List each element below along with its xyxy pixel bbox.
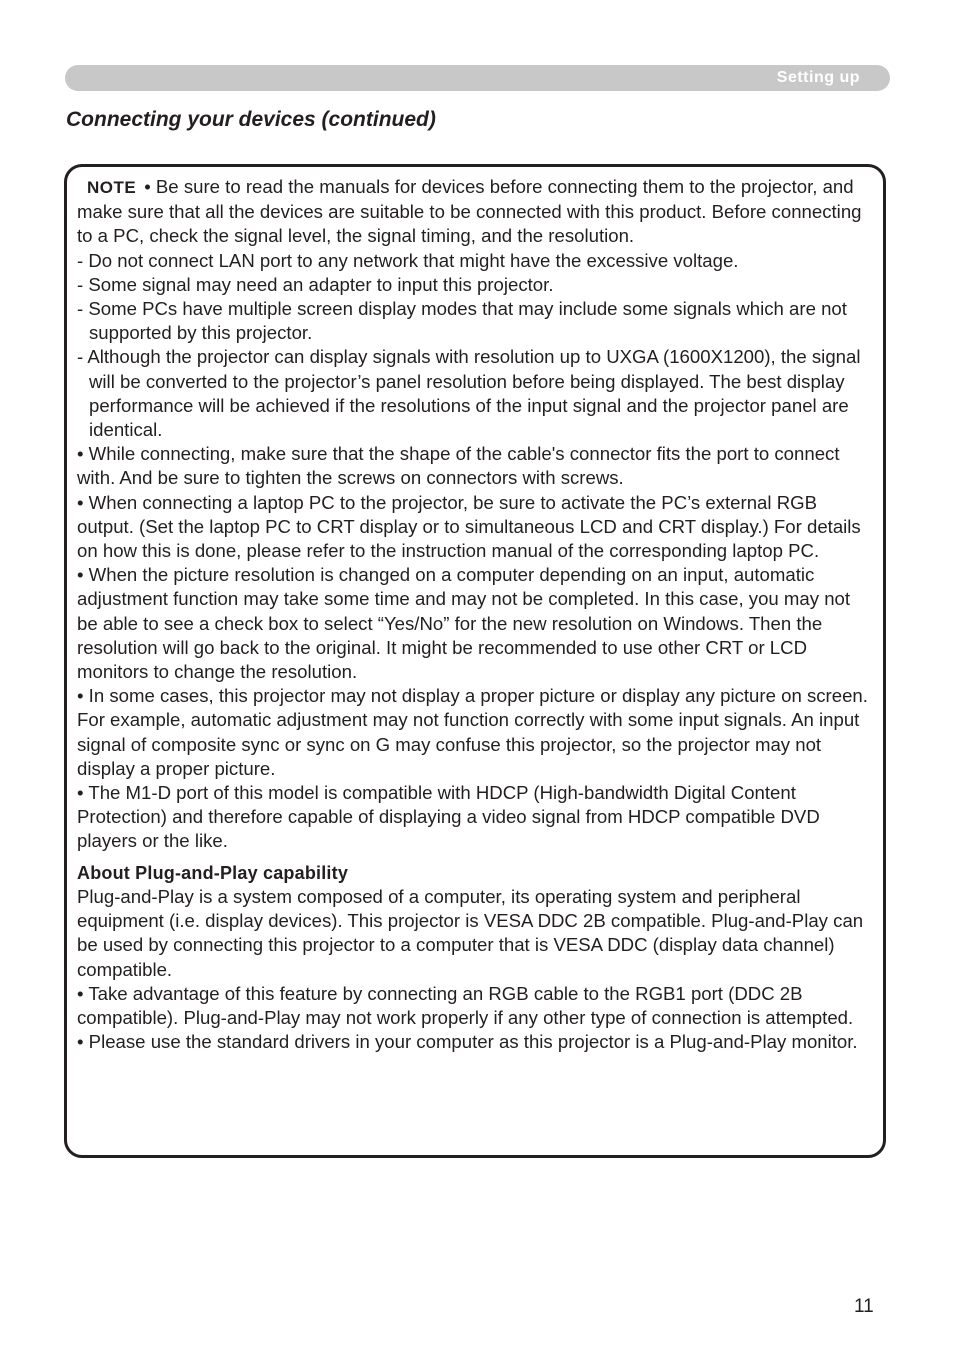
note-paragraph: • When connecting a laptop PC to the projector, be sure to activate the PC’s external RGB output. (Set the laptop PC to CRT display or to simultaneous LCD and CRT display.) For details on how this is done, please refer to the instruction manual of the corresponding laptop PC.: [77, 491, 861, 562]
note-paragraph: - Some PCs have multiple screen display modes that may include some signals which are not supported by this projector.: [77, 298, 847, 344]
section-label: Setting up: [776, 69, 860, 86]
note-paragraph: - Although the projector can display signals with resolution up to UXGA (1600X1200), the signal will be converted to the projector’s panel resolution before being displayed. The best display performance will be achieved if the resolutions of the input signal and the projector panel are identical.: [77, 346, 861, 441]
pnp-paragraph: • Take advantage of this feature by connecting an RGB cable to the RGB1 port (DDC 2B compatible). Plug-and-Play may not work properly if any other type of connection is attempted.: [77, 982, 854, 1028]
note-paragraph: - Some signal may need an adapter to input this projector.: [77, 273, 554, 295]
section-header-bar: [65, 65, 890, 91]
note-paragraph: [77, 175, 873, 249]
pnp-heading: About Plug-and-Play capability: [77, 862, 349, 883]
note-paragraph: • The M1-D port of this model is compatible with HDCP (High-bandwidth Digital Content Protection) and therefore capable of displaying a video signal from HDCP compatible DVD players or the like.: [77, 782, 820, 852]
note-label: NOTE: [87, 178, 137, 197]
note-box: [64, 164, 886, 1158]
note-paragraph: • In some cases, this projector may not display a proper picture or display any picture on screen. For example, automatic adjustment may not function correctly with some input signals. An input signal of composite sync or sync on G may confuse this projector, so the projector may not display a proper picture.: [77, 685, 868, 779]
page-title: Connecting your devices (continued): [66, 108, 436, 131]
pnp-paragraph: Plug-and-Play is a system composed of a computer, its operating system and peripheral equipment (i.e. display devices). This projector is VESA DDC 2B compatible. Plug-and-Play can be used by connecting this projector to a computer that is VESA DDC (display data channel) compatible.: [77, 885, 864, 980]
note-text: • Be sure to read the manuals for devices before connecting them to the projector, and make sure that all the devices are suitable to be connected with this product. Before connecting to a PC, check the signal level, the signal timing, and the resolution.: [77, 176, 862, 247]
page-number: 11: [854, 1296, 874, 1317]
note-paragraph: • When the picture resolution is changed on a computer depending on an input, automatic adjustment function may take some time and may not be completed. In this case, you may not be able to see a check box to select “Yes/No” for the new resolution on Windows. Then the resolution will go back to the original. It might be recommended to use other CRT or LCD monitors to change the resolution.: [77, 564, 851, 683]
note-paragraph: - Do not connect LAN port to any network that might have the excessive voltage.: [77, 249, 739, 271]
note-paragraph: • While connecting, make sure that the shape of the cable's connector fits the port to connect with. And be sure to tighten the screws on connectors with screws.: [77, 443, 840, 489]
pnp-paragraph: • Please use the standard drivers in your computer as this projector is a Plug-and-Play monitor.: [77, 1031, 858, 1053]
